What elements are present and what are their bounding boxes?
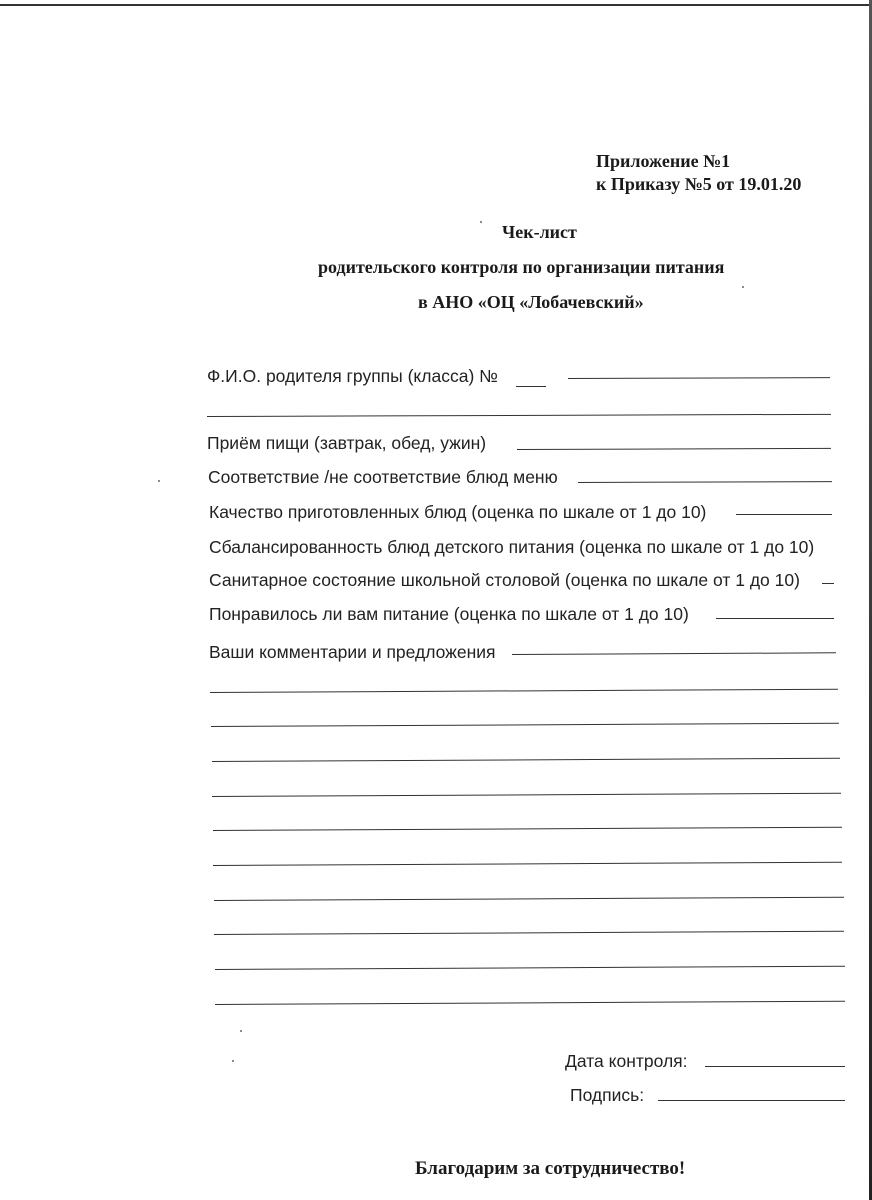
quality-label: Качество приготовленных блюд (оценка по шкале от 1 до 10): [209, 502, 707, 522]
document-subtitle: родительского контроля по организации питания: [318, 257, 725, 277]
comment-line[interactable]: [211, 723, 839, 727]
comment-line[interactable]: [215, 966, 845, 970]
scan-edge-gap: [0, 0, 40, 3]
comment-line[interactable]: [214, 931, 844, 935]
meal-label: Приём пищи (завтрак, обед, ужин): [207, 433, 487, 453]
comment-line[interactable]: [210, 689, 838, 693]
comments-blank[interactable]: [512, 652, 836, 655]
menu-match-blank[interactable]: [578, 481, 832, 483]
control-date-blank[interactable]: [705, 1066, 845, 1067]
control-date-label: Дата контроля:: [565, 1051, 688, 1071]
scan-speck: [742, 286, 744, 288]
parent-name-label: Ф.И.О. родителя группы (класса) №: [207, 366, 498, 386]
annex-reference: [596, 150, 801, 196]
comment-line[interactable]: [214, 897, 844, 901]
liked-blank[interactable]: [716, 618, 834, 619]
document-title: Чек-лист: [502, 222, 577, 242]
thanks-note: Благодарим за сотрудничество!: [415, 1158, 686, 1179]
sanitary-blank[interactable]: [822, 583, 834, 584]
signature-label: Подпись:: [570, 1085, 645, 1105]
parent-name-blank-2[interactable]: [207, 414, 831, 417]
scan-speck: [480, 221, 482, 223]
sanitary-label: Санитарное состояние школьной столовой (оценка по шкале от 1 до 10): [209, 570, 800, 590]
annex-line-2: к Приказу №5 от 19.01.20: [596, 174, 802, 194]
comment-line[interactable]: [213, 827, 842, 831]
scan-edge: [0, 4, 872, 6]
comments-label: Ваши комментарии и предложения: [209, 642, 496, 662]
menu-match-label: Соответствие /не соответствие блюд меню: [208, 467, 558, 487]
comment-line[interactable]: [212, 758, 840, 762]
signature-blank[interactable]: [658, 1100, 845, 1101]
annex-line-1: Приложение №1: [596, 151, 731, 171]
scan-speck: [158, 480, 160, 482]
liked-label: Понравилось ли вам питание (оценка по шкале от 1 до 10): [209, 604, 689, 624]
parent-name-blank[interactable]: [568, 377, 830, 379]
quality-blank[interactable]: [736, 514, 832, 515]
comment-line[interactable]: [212, 793, 841, 797]
comment-line[interactable]: [213, 862, 842, 866]
organization-name: в АНО «ОЦ «Лобачевский»: [418, 292, 644, 312]
scan-speck: [232, 1060, 234, 1062]
meal-blank[interactable]: [517, 448, 831, 450]
scan-speck: [240, 1030, 242, 1032]
comment-line[interactable]: [215, 1001, 845, 1005]
class-number-blank[interactable]: [516, 386, 546, 387]
balance-label: Сбалансированность блюд детского питания (оценка по шкале от 1 до 10): [209, 537, 815, 557]
